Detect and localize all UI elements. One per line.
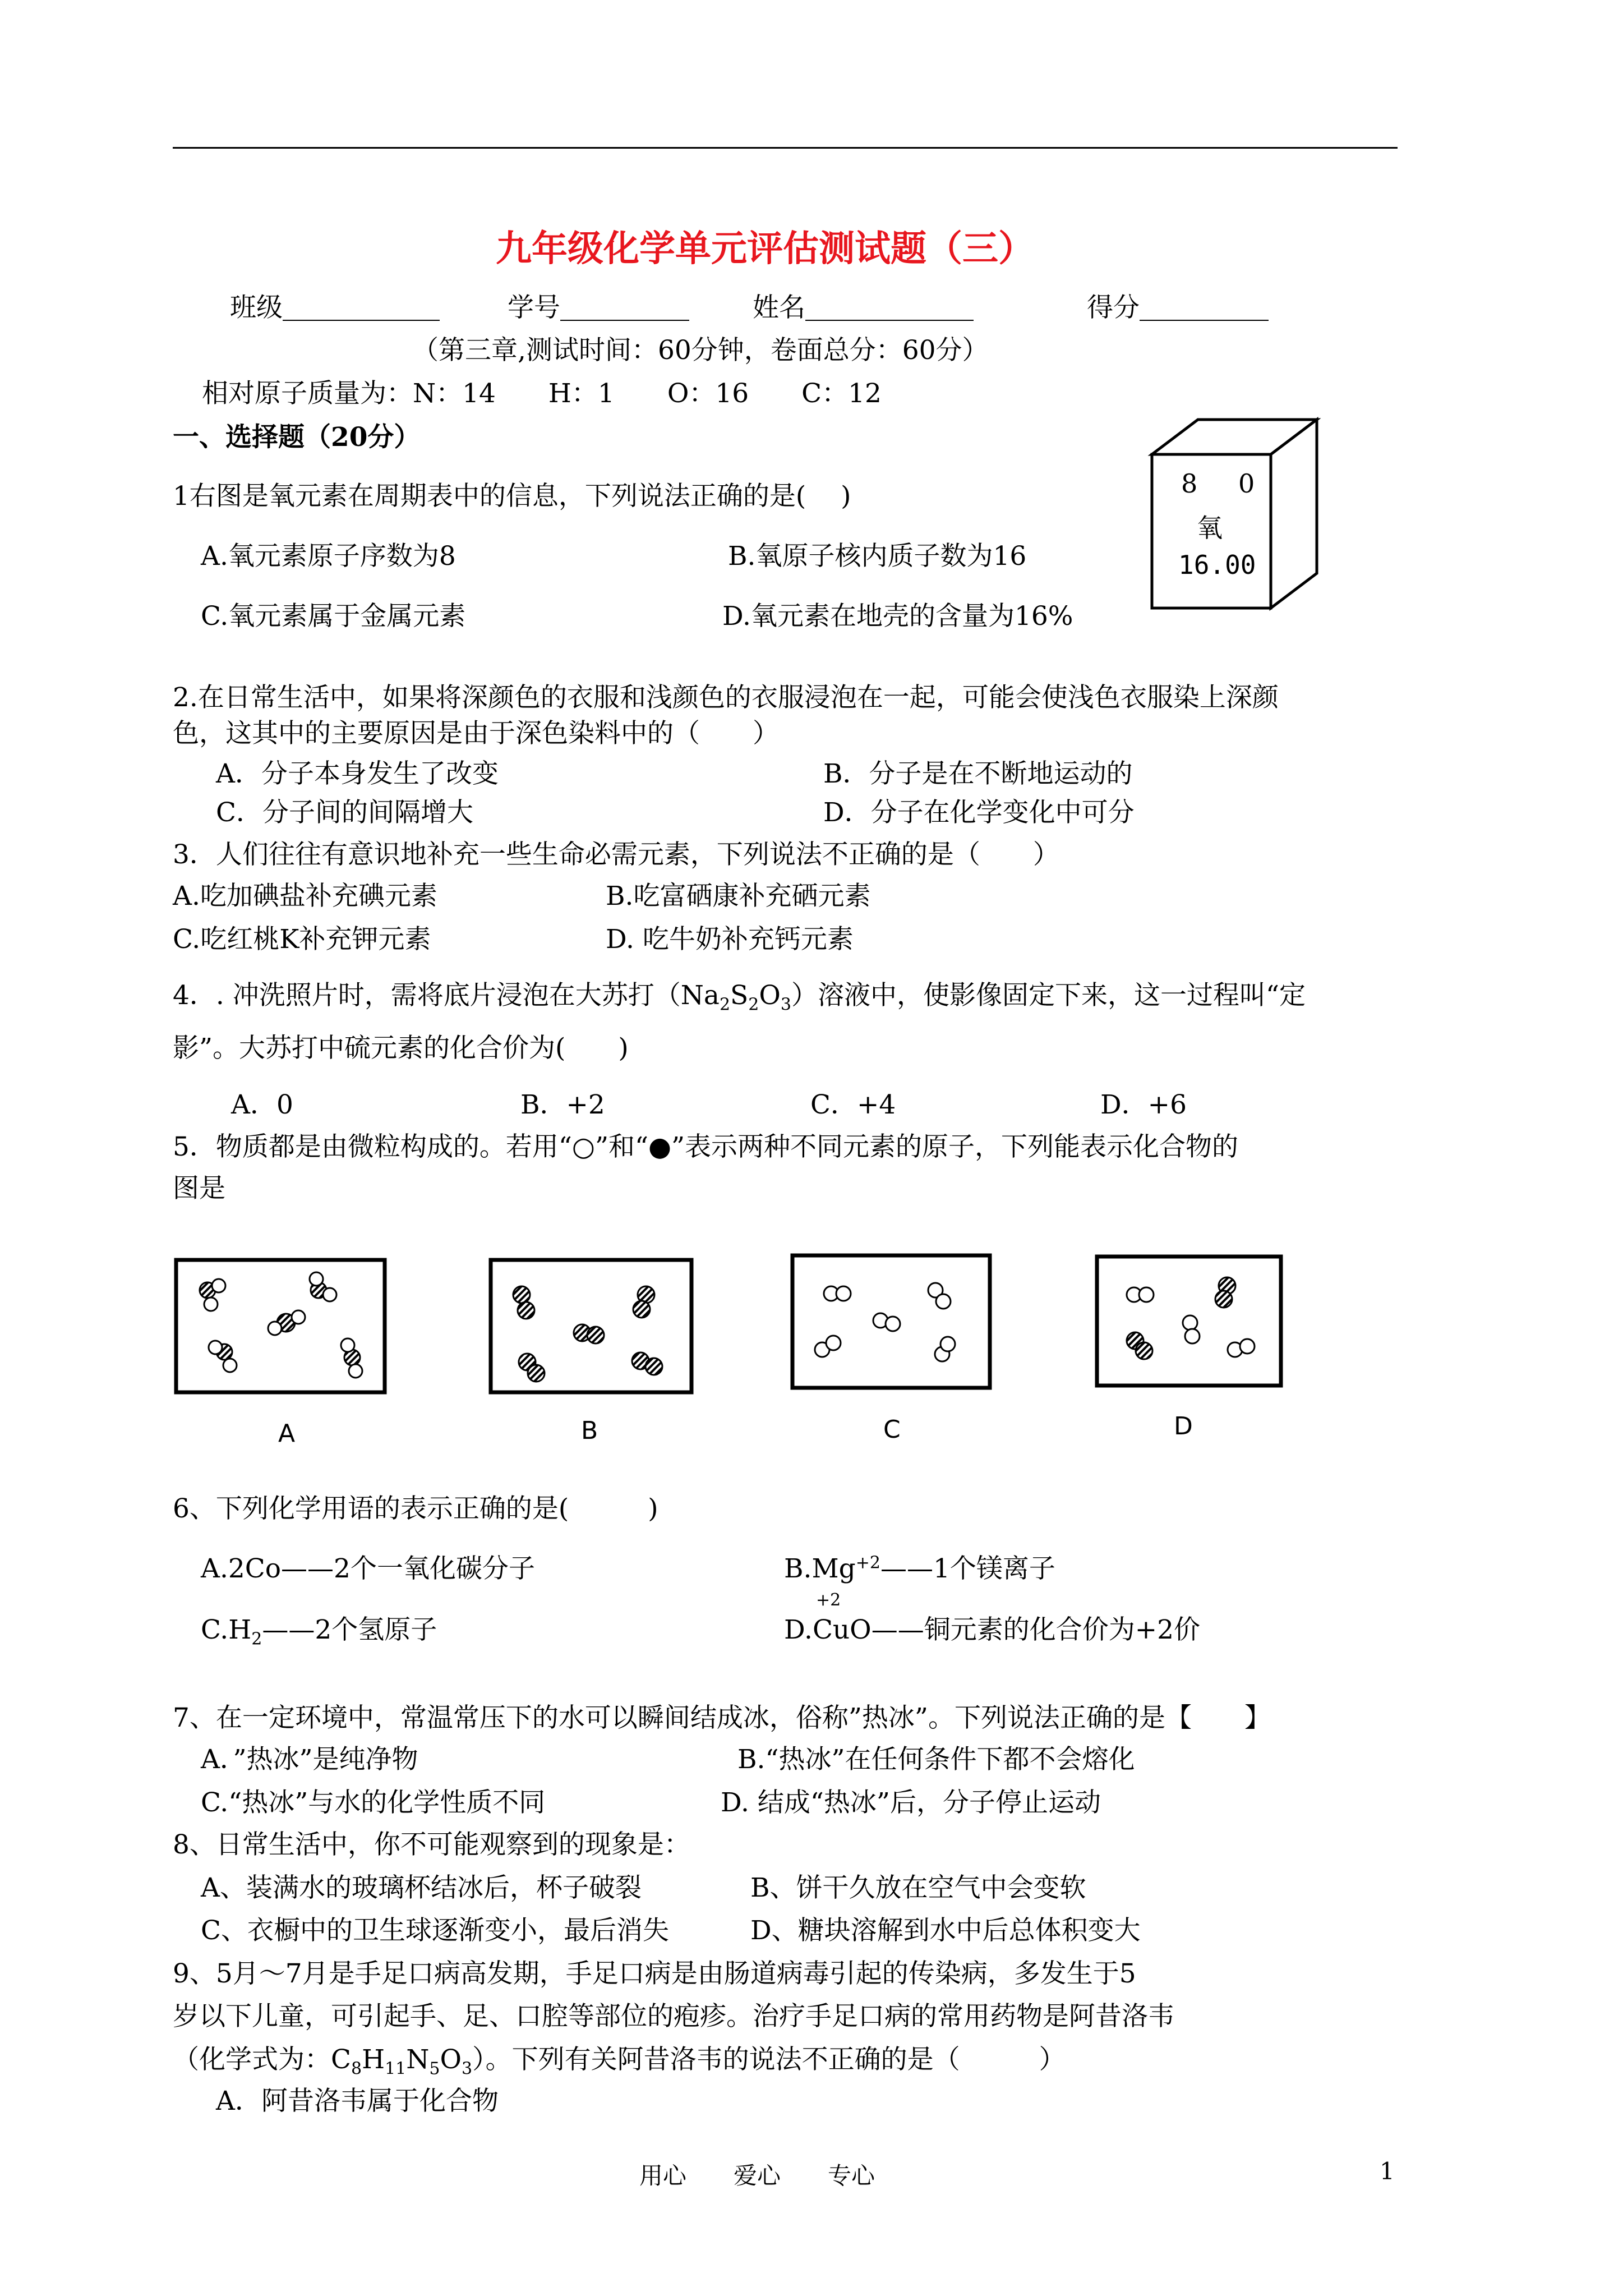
q4-option-b: B．+2 — [520, 1089, 605, 1120]
q2-stem-line1: 2.在日常生活中，如果将深颜色的衣服和浅颜色的衣服浸泡在一起，可能会使浅色衣服染上深颜 — [173, 682, 1279, 713]
student-number-field: 学号 — [508, 295, 689, 321]
diagram-a-box — [176, 1260, 385, 1392]
atomic-mass-line: 相对原子质量为：N：14 H：1 O：16 C：12 — [202, 378, 882, 409]
q5-stem-line1: 5．物质都是由微粒构成的。若用“○”和“●”表示两种不同元素的原子，下列能表示化合物的 — [173, 1131, 1239, 1162]
q3-option-d: D. 吃牛奶补充钙元素 — [606, 924, 854, 955]
q8-stem: 8、日常生活中，你不可能观察到的现象是： — [173, 1829, 690, 1860]
q2-stem-line2: 色，这其中的主要原因是由于深色染料中的（ ） — [173, 718, 779, 749]
name-field: 姓名 — [753, 295, 974, 321]
page-title: 九年级化学单元评估测试题（三） — [496, 228, 1034, 270]
q9-option-a: A．阿昔洛韦属于化合物 — [216, 2086, 499, 2116]
score-field: 得分 — [1087, 295, 1269, 321]
atomic-mass: 16.00 — [1178, 550, 1256, 580]
diagram-c-box — [792, 1255, 990, 1388]
q2-option-c: C．分子间的间隔增大 — [216, 797, 473, 828]
q2-option-d: D．分子在化学变化中可分 — [823, 797, 1135, 828]
oxygen-element-card — [1147, 415, 1332, 619]
footer-motto: 用心 爱心 专心 — [639, 2162, 875, 2189]
diagram-d-box — [1097, 1257, 1281, 1386]
q3-option-b: B.吃富硒康补充硒元素 — [606, 881, 871, 912]
header-rule — [173, 147, 1398, 149]
q2-option-a: A．分子本身发生了改变 — [216, 758, 499, 789]
cube-icon — [1147, 415, 1332, 617]
diagram-c-label: C — [883, 1415, 901, 1444]
test-note: （第三章,测试时间：60分钟，卷面总分：60分） — [412, 335, 989, 366]
q9-stem-line2: 岁以下儿童，可引起手、足、口腔等部位的疱疹。治疗手足口病的常用药物是阿昔洛韦 — [173, 2001, 1174, 2032]
q4-option-a: A．0 — [231, 1089, 293, 1120]
q7-option-b: B.“热冰”在任何条件下都不会熔化 — [737, 1744, 1135, 1775]
q4-stem-line1: 4．. 冲洗照片时，需将底片浸泡在大苏打$(Na_2S_2O_3)$溶液中，使影像固定下来，这一过程叫“定 — [173, 980, 1306, 1015]
q1-option-d: D.氧元素在地壳的含量为16% — [722, 601, 1073, 632]
q2-option-b: B．分子是在不断地运动的 — [823, 758, 1133, 789]
q3-stem: 3．人们往往有意识地补充一些生命必需元素，下列说法不正确的是（ ） — [173, 839, 1059, 870]
q4-option-d: D．+6 — [1100, 1089, 1187, 1120]
page-number: 1 — [1380, 2157, 1395, 2185]
q6-option-a: A.2Co——2个一氧化碳分子 — [201, 1553, 535, 1584]
q8-option-b: B、饼干久放在空气中会变软 — [750, 1872, 1086, 1903]
q8-option-d: D、糖块溶解到水中后总体积变大 — [750, 1915, 1141, 1946]
q6-option-d-valence: +2 — [816, 1590, 841, 1610]
class-field: 班级 — [230, 295, 440, 321]
q7-option-a: A．”热冰”是纯净物 — [201, 1744, 418, 1775]
q3-option-c: C.吃红桃K补充钾元素 — [173, 924, 431, 955]
q6-stem: 6、下列化学用语的表示正确的是( ) — [173, 1493, 658, 1524]
q1-option-c: C.氧元素属于金属元素 — [201, 601, 466, 632]
atomic-number: 8 — [1181, 468, 1198, 499]
q8-option-c: C、衣橱中的卫生球逐渐变小，最后消失 — [201, 1915, 669, 1946]
q7-option-c: C.“热冰”与水的化学性质不同 — [201, 1787, 546, 1818]
q1-option-b: B.氧原子核内质子数为16 — [728, 541, 1027, 572]
q8-option-a: A、装满水的玻璃杯结冰后，杯子破裂 — [201, 1872, 642, 1903]
q5-molecule-diagrams — [168, 1251, 1402, 1397]
q7-option-d: D. 结成“热冰”后，分子停止运动 — [721, 1787, 1101, 1818]
q9-stem-line3: （化学式为：$C_8H_{11}N_5O_3$）。下列有关阿昔洛韦的说法不正确的是（ ） — [173, 2044, 1066, 2079]
section-title: 一、选择题（20分） — [173, 422, 421, 453]
diagram-d-label: D — [1174, 1412, 1193, 1441]
q6-option-d: D.CuO——铜元素的化合价为+2价 — [784, 1614, 1200, 1645]
diagram-b-label: B — [581, 1416, 598, 1445]
q4-stem-line2: 影”。大苏打中硫元素的化合价为( ) — [173, 1033, 629, 1064]
q3-option-a: A.吃加碘盐补充碘元素 — [173, 881, 437, 912]
q6-option-c: $C.H_2——2$个氢原子 — [201, 1614, 437, 1649]
q1-stem: 1右图是氧元素在周期表中的信息，下列说法正确的是( ) — [173, 481, 851, 512]
q6-option-b: $B.Mg^{+2}——1$个镁离子 — [784, 1553, 1055, 1584]
q7-stem: 7、在一定环境中，常温常压下的水可以瞬间结成冰，俗称”热冰”。下列说法正确的是【 】 — [173, 1703, 1271, 1733]
q4-option-c: C．+4 — [810, 1089, 896, 1120]
q1-option-a: A.氧元素原子序数为8 — [201, 541, 456, 572]
q5-stem-line2: 图是 — [173, 1173, 225, 1204]
diagram-a-label: A — [278, 1419, 296, 1448]
diagram-b-box — [491, 1260, 691, 1392]
element-name: 氧 — [1197, 513, 1223, 543]
q9-stem-line1: 9、5月～7月是手足口病高发期，手足口病是由肠道病毒引起的传染病，多发生于5 — [173, 1958, 1136, 1989]
element-letter: 0 — [1238, 468, 1255, 499]
